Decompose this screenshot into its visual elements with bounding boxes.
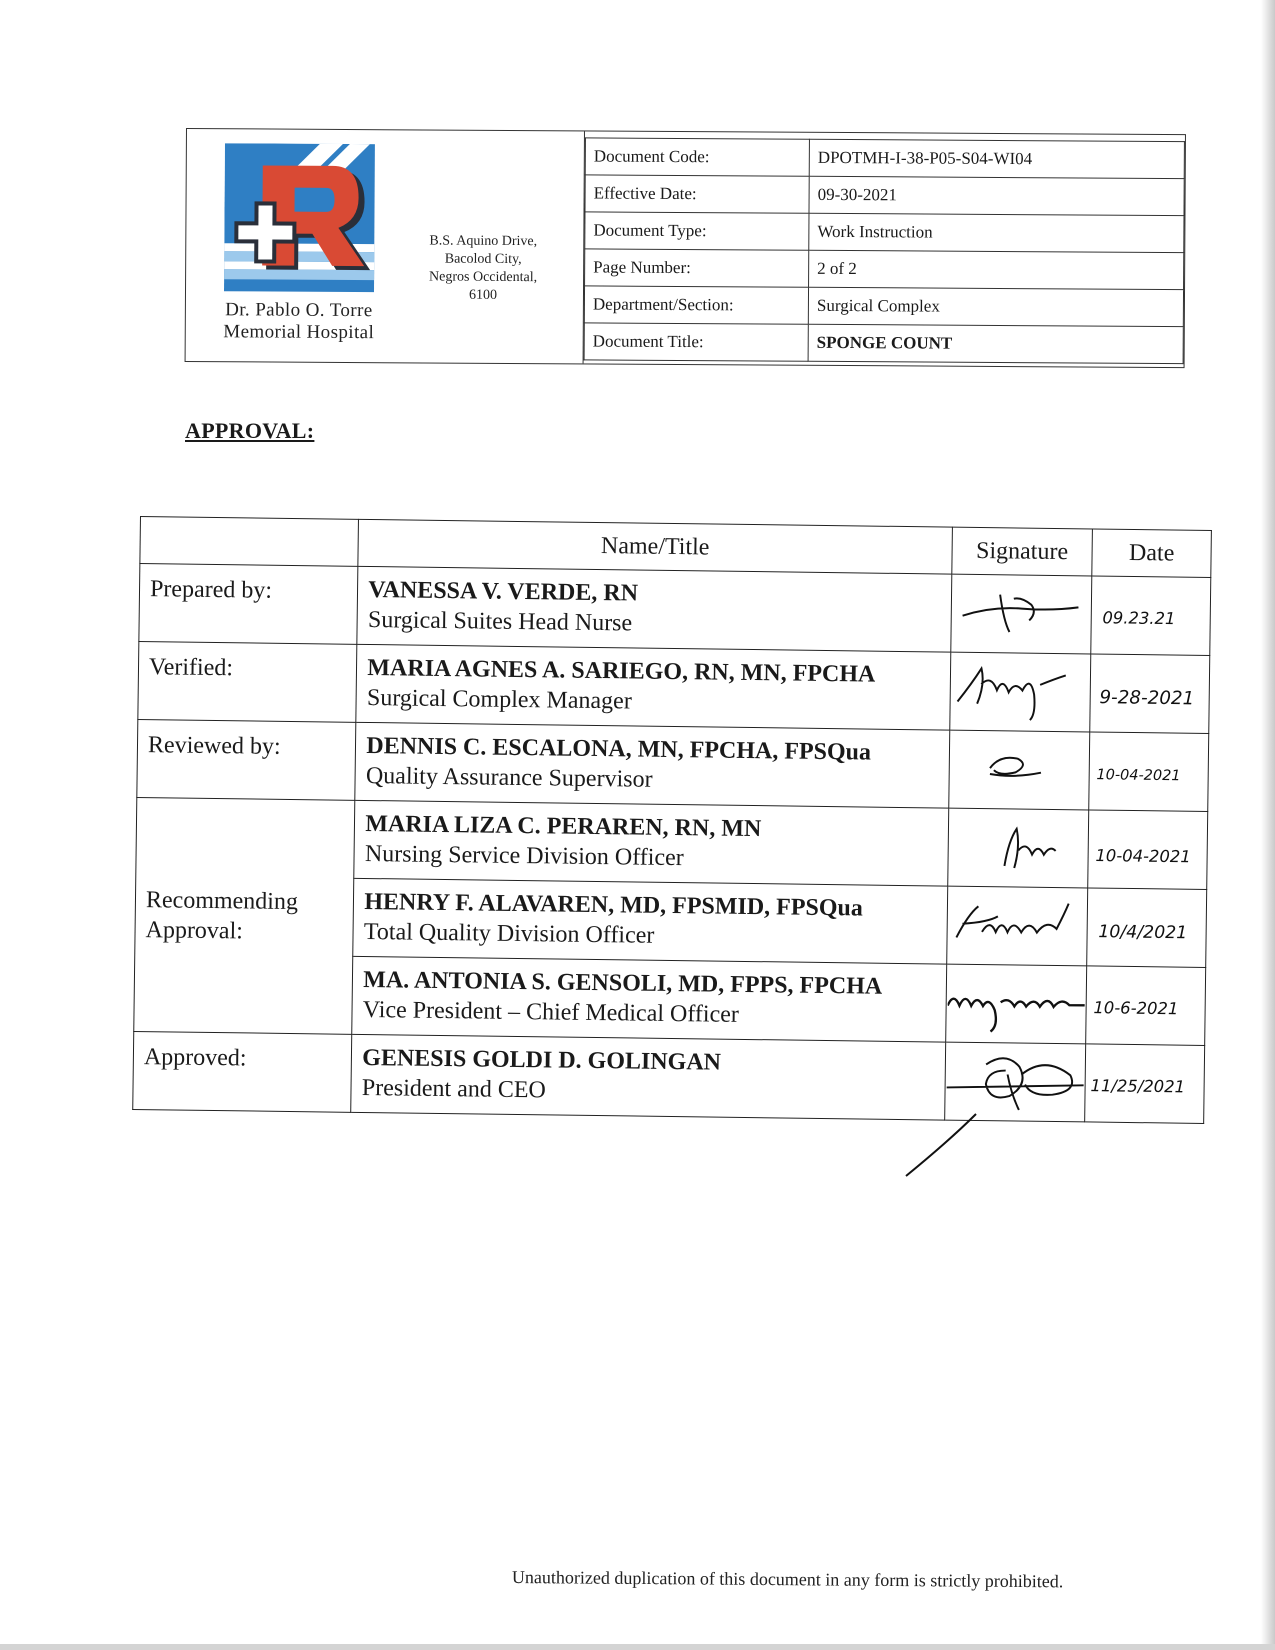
person-cell [357,566,951,652]
page-edge-shadow [1261,0,1275,1650]
signed-date-cell [1086,966,1206,1046]
handwritten-signature [948,888,1086,960]
meta-label: Document Code: [585,138,809,176]
person-title: Total Quality Division Officer [363,918,655,949]
effective-date-value: 09-30-2021 [809,176,1184,215]
signature-cell [950,652,1091,732]
signed-date-cell [1089,732,1209,812]
meta-row [585,175,1184,216]
role-column-header [140,517,359,567]
meta-label: Page Number: [585,249,809,287]
duplication-notice: Unauthorized duplication of this document in any form is strictly prohibited. [511,1567,1064,1592]
document-code-value: DPOTMH-I-38-P05-S04-WI04 [809,139,1184,178]
meta-label: Effective Date: [585,175,809,213]
meta-label: Document Title: [584,323,808,361]
person-name: MARIA LIZA C. PERAREN, RN, MN [365,810,762,843]
hospital-name [198,299,400,344]
handwritten-signature [952,576,1090,648]
signed-date-cell [1085,1044,1205,1124]
approval-table [132,516,1212,1124]
person-name: HENRY F. ALAVAREN, MD, FPSMID, FPSQua [364,888,863,922]
date-column-header: Date [1092,529,1211,578]
role-label: Verified: [138,641,357,722]
person-title: Surgical Suites Head Nurse [367,606,633,637]
address-line: B.S. Aquino Drive, [429,233,538,250]
role-label: Prepared by: [139,564,358,645]
handwritten-date [1088,889,1205,961]
handwritten-date [1086,1045,1203,1117]
handwritten-date [1087,967,1204,1039]
signature-cell [949,730,1090,810]
address-line: Negros Occidental, [429,269,538,286]
name-title-column-header: Name/Title [358,519,952,574]
meta-row [585,212,1184,253]
handwritten-date [1090,733,1207,805]
person-cell [354,800,948,886]
person-cell [356,644,950,730]
hospital-address [410,232,556,305]
signature-cell [951,574,1092,654]
handwritten-signature [950,732,1088,804]
person-cell [353,878,947,964]
department-value: Surgical Complex [808,287,1183,326]
logo-cell [186,129,585,363]
signed-date-cell [1091,576,1211,656]
table-row [136,797,1208,889]
date-text: 10/4/2021 [1098,922,1188,944]
document-type-value: Work Instruction [809,213,1184,252]
person-title: Quality Assurance Supervisor [365,762,653,793]
role-label: Approved: [133,1031,352,1112]
person-name: GENESIS GOLDI D. GOLINGAN [362,1044,722,1076]
signature-cell [948,808,1089,888]
person-title: Nursing Service Division Officer [364,840,684,872]
handwritten-signature [949,810,1087,882]
meta-row [585,138,1184,179]
address-line: Bacolod City, [444,251,522,268]
signature-column-header: Signature [952,527,1093,576]
table-row [133,1031,1205,1123]
person-title: Surgical Complex Manager [366,684,632,715]
meta-label: Department/Section: [584,286,808,324]
date-text: 10-04-2021 [1096,767,1181,785]
date-text: 9-28-2021 [1099,687,1195,710]
table-row [138,641,1210,733]
meta-row [584,286,1183,327]
document-title-value: SPONGE COUNT [808,324,1183,363]
address-line: 6100 [468,287,498,303]
handwritten-signature [947,966,1085,1038]
person-name: MARIA AGNES A. SARIEGO, RN, MN, FPCHA [367,654,876,688]
handwritten-date [1091,655,1208,727]
person-cell [351,1034,945,1120]
person-name: MA. ANTONIA S. GENSOLI, MD, FPPS, FPCHA [363,966,883,1000]
signed-date-cell [1088,810,1208,890]
date-text: 11/25/2021 [1090,1076,1186,1097]
role-label: Reviewed by: [137,719,356,800]
meta-row [585,249,1184,290]
signed-date-cell [1090,654,1210,734]
date-text: 09.23.21 [1102,608,1176,629]
signature-tail-stroke [900,1110,980,1180]
meta-row [584,323,1183,364]
handwritten-date [1093,577,1210,649]
handwritten-signature [951,654,1089,726]
document-meta-table [584,137,1185,364]
handwritten-date [1089,811,1206,883]
signature-cell [945,964,1086,1044]
meta-label: Document Type: [585,212,809,250]
hospital-logo-icon [224,143,377,296]
person-title: Vice President – Chief Medical Officer [362,996,740,1028]
person-name: DENNIS C. ESCALONA, MN, FPCHA, FPSQua [366,732,872,766]
person-title: President and CEO [361,1074,546,1104]
table-row [139,564,1211,656]
page-bottom-edge [0,1644,1275,1650]
hospital-name-line: Memorial Hospital [223,321,375,344]
date-text: 10-04-2021 [1095,846,1192,867]
role-label: Recommending Approval: [134,797,355,1034]
document-header [185,128,1186,368]
table-row [137,719,1209,811]
person-cell [355,722,949,808]
page-number-value: 2 of 2 [809,250,1184,289]
hospital-name-line: Dr. Pablo O. Torre [225,299,373,322]
approval-heading: APPROVAL: [185,418,315,443]
person-cell [352,956,946,1042]
signed-date-cell [1087,888,1207,968]
handwritten-signature [946,1044,1084,1116]
person-name: VANESSA V. VERDE, RN [368,576,639,607]
signature-cell [947,886,1088,966]
date-text: 10-6-2021 [1093,998,1179,1019]
